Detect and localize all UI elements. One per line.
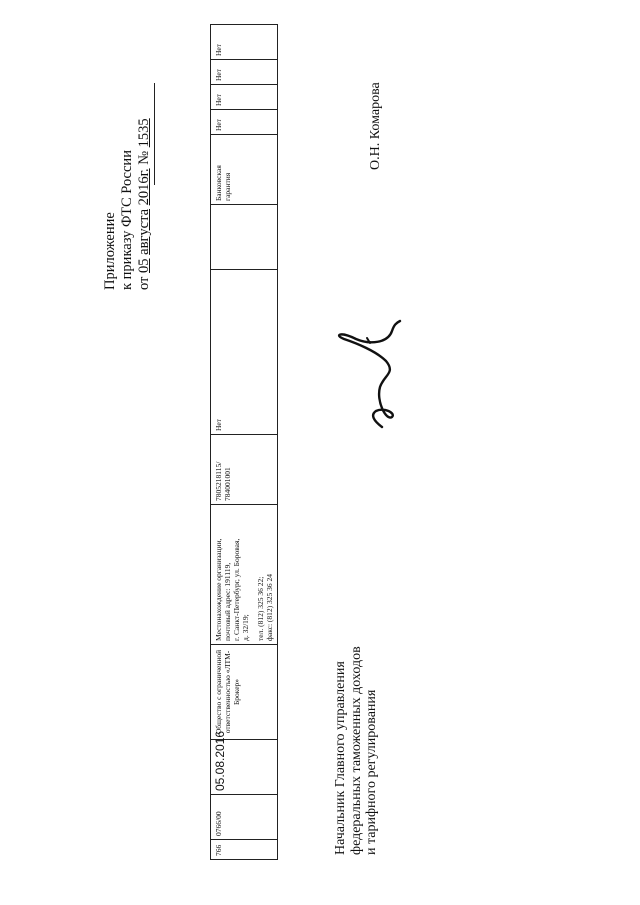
handwritten-signature (330, 315, 415, 435)
cell-organization-name: Общество с ограниченной ответственностью «ЛТМ-Брокер» (211, 645, 278, 740)
cell-registration-number: 0766/00 (211, 795, 278, 840)
cell-number: 766 (211, 840, 278, 860)
appendix-title: Приложение (102, 212, 118, 290)
registry-table (210, 24, 278, 860)
order-number: 1535 (136, 118, 152, 148)
order-day: 05 (136, 258, 152, 273)
cell-inn-kpp: 7805218115/ 784001001 (211, 435, 278, 505)
order-year: 2016г. (136, 168, 152, 206)
cell-address: Местонахождение организации, почтовый адрес: 191119, г. Санкт-Петербург, ул. Боровая, д. 32/19; тел. (812) 325 36 22; факс: (812) 325 36 24 (211, 505, 278, 645)
fax: факс: (812) 325 36 24 (265, 573, 274, 641)
phone: тел. (812) 325 36 22; (256, 576, 265, 641)
table-row (211, 25, 278, 860)
order-underline (154, 83, 155, 185)
cell-col9: Нет (211, 110, 278, 135)
cell-branches: Нет (211, 270, 278, 435)
cell-empty (211, 205, 278, 270)
signatory-name: О.Н. Комарова (368, 82, 383, 170)
cell-date: 05.08.2016 (211, 740, 278, 795)
signatory-title: Начальник Главного управления федеральных таможенных доходов и тарифного регулирования (333, 646, 379, 855)
appendix-header (102, 118, 153, 290)
order-month: августа (136, 208, 152, 255)
order-reference: к приказу ФТС России (119, 150, 135, 290)
cell-guarantee: Банковская гарантия (211, 135, 278, 205)
cell-col10: Нет (211, 85, 278, 110)
cell-col11: Нет (211, 60, 278, 85)
cell-col12: Нет (211, 25, 278, 60)
order-date-number: от 05 августа 2016г. № 1535 (136, 118, 152, 290)
